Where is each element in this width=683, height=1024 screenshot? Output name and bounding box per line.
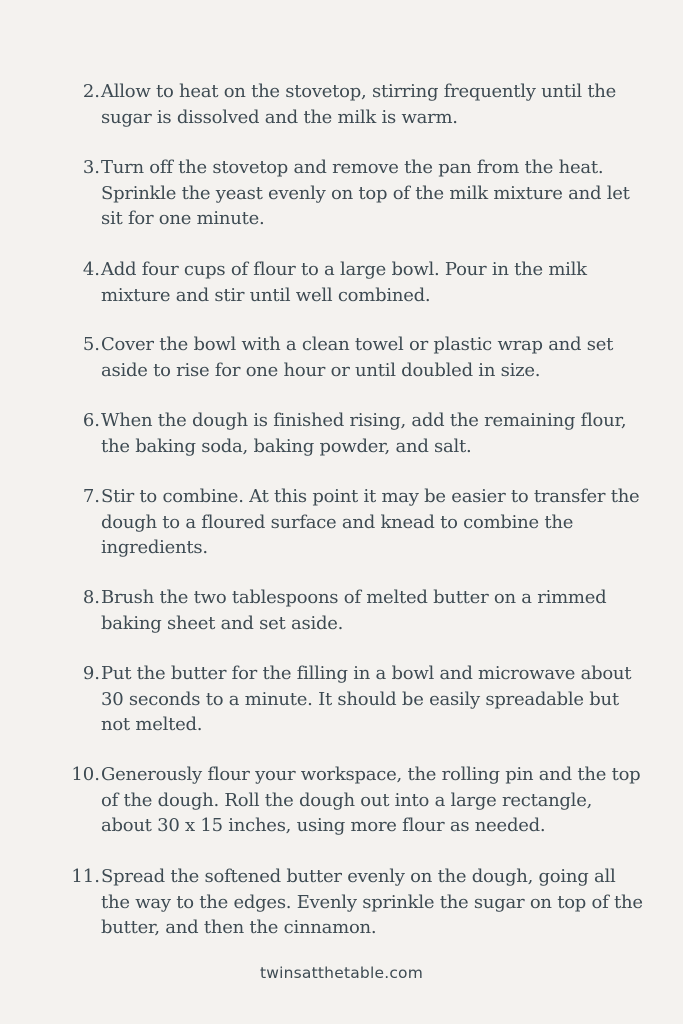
step-number: 2. [82, 81, 100, 102]
step-text: Generously flour your workspace, the rolling pin and the top of the dough. Roll the dough out into a large rectangle, about 30 x 15 inches, using more flour as needed. [101, 764, 641, 836]
step-text: When the dough is finished rising, add the remaining flour, the baking soda, baking powder, and salt. [101, 410, 627, 457]
step-number: 5. [82, 334, 100, 355]
step-number: 9. [82, 663, 100, 684]
step-text: Put the butter for the filling in a bowl and microwave about 30 seconds to a minute. It should be easily spreadable but not melted. [101, 663, 632, 735]
step-text: Spread the softened butter evenly on the dough, going all the way to the edges. Evenly sprinkle the sugar on top of the butter, and then the cinnamon. [101, 866, 643, 938]
step-number: 11. [71, 866, 100, 887]
step-number: 3. [82, 157, 100, 178]
step-text: Brush the two tablespoons of melted butter on a rimmed baking sheet and set aside. [101, 587, 607, 634]
step-text: Allow to heat on the stovetop, stirring frequently until the sugar is dissolved and the milk is warm. [101, 81, 617, 128]
step-text: Add four cups of flour to a large bowl. Pour in the milk mixture and stir until well combined. [101, 259, 587, 306]
step-text: Stir to combine. At this point it may be easier to transfer the dough to a floured surface and knead to combine the ingredients. [101, 486, 640, 558]
step-text: Cover the bowl with a clean towel or plastic wrap and set aside to rise for one hour or until doubled in size. [101, 334, 614, 381]
step-number: 10. [71, 764, 100, 785]
step-number: 7. [82, 486, 100, 507]
site-footer: twinsatthetable.com [259, 964, 424, 982]
step-text: Turn off the stovetop and remove the pan from the heat. Sprinkle the yeast evenly on top of the milk mixture and let sit for one minute. [101, 157, 630, 229]
step-number: 4. [82, 259, 100, 280]
step-number: 6. [82, 410, 100, 431]
step-number: 8. [82, 587, 100, 608]
